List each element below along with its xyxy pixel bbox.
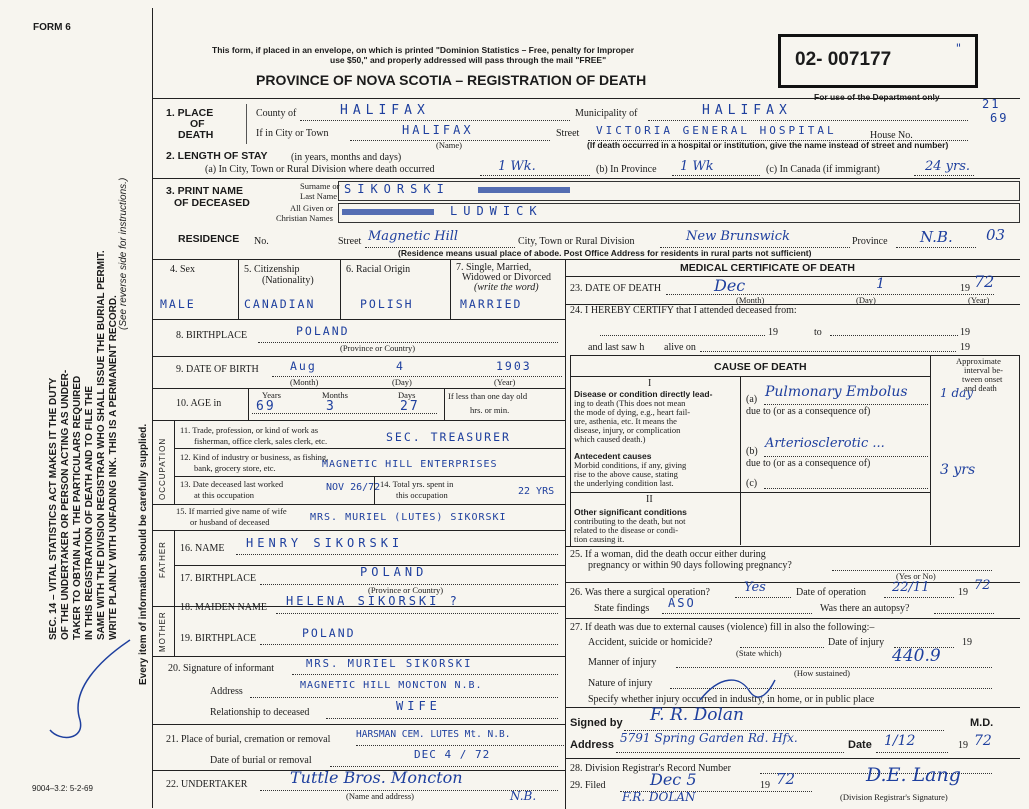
surname-label: Surname or	[300, 181, 340, 191]
rule	[896, 247, 976, 248]
last-saw-19: 19	[960, 342, 970, 353]
rule	[648, 120, 968, 121]
hospital-note: (If death occurred in a hospital or institution, give the name instead of street and number)	[587, 140, 949, 150]
other-sig-1: contributing to the death, but not	[574, 516, 686, 526]
rule	[374, 476, 375, 504]
sig-19: 19	[958, 740, 968, 751]
rule	[246, 104, 247, 144]
interval-2: interval be-	[964, 365, 1003, 375]
racial-origin-value[interactable]: POLISH	[360, 297, 414, 311]
city-town-label: If in City or Town	[256, 128, 329, 139]
op-year-value[interactable]: 72	[974, 578, 991, 593]
undertaker-value-2[interactable]: N.B.	[510, 789, 537, 803]
disease-1: Disease or condition directly lead-	[574, 389, 713, 399]
stay-a-label: (a) In City, Town or Rural Division where death occurred	[205, 164, 435, 175]
filed-name[interactable]: F.R. DOLAN	[622, 790, 696, 804]
medical-cert-title: MEDICAL CERTIFICATE OF DEATH	[680, 262, 855, 274]
place-of-death-1: 1. PLACE	[166, 107, 214, 119]
sex-value[interactable]: MALE	[160, 297, 196, 311]
signed-by-label: Signed by	[570, 717, 623, 729]
reg-record-label: 28. Division Registrar's Record Number	[570, 763, 731, 774]
side-text-line-5: SAME WITH THE DIVISION REGISTRAR WHO SHALL ISSUE THE BURIAL PERMIT.	[96, 250, 107, 640]
printer-code: 9004–3.2: 5-2-69	[32, 784, 93, 793]
racial-origin-label: 6. Racial Origin	[346, 264, 411, 275]
hrs-min-label: hrs. or min.	[470, 405, 510, 415]
certify-to: to	[814, 327, 822, 338]
informant-label: 20. Signature of informant	[168, 663, 275, 674]
burial-label: 21. Place of burial, cremation or removal	[166, 734, 331, 745]
rule	[250, 697, 558, 698]
days-label: Days	[398, 390, 416, 400]
rule	[914, 175, 974, 176]
registration-number: 02- 007177	[795, 49, 892, 70]
rule	[565, 618, 1020, 619]
side-text-line-4: IN THIS REGISTRATION OF DEATH AND TO FILE THE	[84, 385, 95, 640]
marital-label-1: 7. Single, Married,	[456, 262, 532, 273]
op-date-value[interactable]: 22/11	[892, 580, 930, 595]
filed-19: 19	[760, 780, 770, 791]
rule	[356, 745, 564, 746]
doc-address-label: Address	[570, 739, 615, 751]
rule	[326, 718, 558, 719]
citizenship-value[interactable]: CANADIAN	[244, 297, 316, 311]
age-months[interactable]: 3	[326, 399, 336, 414]
rule	[570, 376, 930, 377]
filed-year[interactable]: 72	[776, 770, 796, 788]
res-province-label: Province	[852, 236, 888, 247]
marital-label-2: Widowed or Divorced	[462, 272, 552, 283]
all-given-label: All Given or	[290, 203, 333, 213]
disease-6: which caused death.)	[574, 434, 646, 444]
sex-label: 4. Sex	[170, 264, 195, 275]
accident-label: Accident, suicide or homicide?	[588, 637, 713, 648]
margin-scribble	[30, 630, 140, 750]
antecedent-title: Antecedent causes	[574, 451, 652, 461]
father-name-value[interactable]: HENRY SIKORSKI	[246, 536, 404, 550]
roman-2: II	[646, 494, 653, 505]
county-label: County of	[256, 108, 297, 119]
res-city-value[interactable]: New Brunswick	[686, 229, 790, 244]
given-value[interactable]: LUDWICK	[450, 204, 543, 218]
rule	[884, 597, 954, 598]
father-name-label: 16. NAME	[180, 543, 225, 554]
rule	[764, 404, 928, 405]
res-code-value[interactable]: 03	[986, 226, 1006, 244]
residence-label: RESIDENCE	[178, 233, 240, 245]
autopsy-label: Was there an autopsy?	[820, 603, 910, 614]
antecedent-1: Morbid conditions, if any, giving	[574, 460, 687, 470]
street-value[interactable]: VICTORIA GENERAL HOSPITAL	[596, 124, 837, 137]
certify-label: 24. I HEREBY CERTIFY that I attended deceased from:	[570, 305, 797, 316]
certify-19a: 19	[768, 327, 778, 338]
occupation-side-label: OCCUPATION	[158, 437, 167, 500]
antecedent-3: the underlying condition last.	[574, 478, 674, 488]
municipality-label: Municipality of	[575, 108, 638, 119]
rule	[565, 259, 566, 809]
side-text-line-2: OF THE UNDERTAKER OR PERSON ACTING AS UNDER-	[60, 369, 71, 640]
rule	[152, 504, 565, 505]
registrar-signature[interactable]: D.E. Lang	[866, 764, 961, 786]
res-province-value[interactable]: N.B.	[920, 228, 953, 246]
cause-c-letter: (c)	[746, 478, 758, 489]
dob-day-label: (Day)	[392, 377, 412, 387]
spouse-value[interactable]: MRS. MURIEL (LUTES) SIKORSKI	[310, 512, 507, 523]
rule	[248, 388, 249, 420]
interval-1: Approximate	[956, 356, 1001, 366]
rule	[300, 120, 570, 121]
dod-19: 19	[960, 283, 970, 294]
rule	[174, 420, 175, 504]
rule	[740, 376, 741, 545]
rule	[152, 724, 565, 725]
marital-label-3: (write the word)	[474, 282, 539, 293]
rule	[830, 335, 958, 336]
age-days[interactable]: 27	[400, 399, 420, 414]
less-day-label: If less than one day old	[448, 391, 528, 401]
last-saw-label: and last saw h	[588, 342, 645, 353]
occ11-label-1: 11. Trade, profession, or kind of work as	[180, 425, 319, 435]
form-label: FORM 6	[33, 22, 71, 33]
surname-value[interactable]: SIKORSKI	[344, 182, 450, 196]
county-value[interactable]: HALIFAX	[340, 103, 430, 118]
sig-year-value[interactable]: 72	[974, 733, 992, 749]
burial-date-label: Date of burial or removal	[210, 755, 312, 766]
yes-no-label: (Yes or No)	[896, 571, 936, 581]
res-no-label: No.	[254, 236, 269, 247]
filed-value[interactable]: Dec 5	[650, 770, 697, 789]
date-injury-19: 19	[962, 637, 972, 648]
side-text-line-1: SEC. 14 – VITAL STATISTICS ACT MAKES IT THE DUTY	[48, 377, 59, 640]
rule	[174, 448, 565, 449]
occ13-value[interactable]: NOV 26/72	[326, 482, 381, 493]
rule	[600, 335, 765, 336]
rule	[152, 420, 565, 421]
spouse-label-2: or husband of deceased	[190, 517, 270, 527]
dept-code-a: 21	[982, 97, 1001, 111]
rule	[764, 488, 928, 489]
disease-2: ing to death (This does not mean	[574, 398, 686, 408]
cause-a-value[interactable]: Pulmonary Embolus	[765, 384, 908, 400]
due-to-1: due to (or as a consequence of)	[746, 406, 871, 417]
rule	[700, 351, 956, 352]
of-deceased-label: OF DECEASED	[174, 197, 250, 209]
rule	[174, 530, 175, 606]
birthplace-value[interactable]: POLAND	[296, 324, 350, 338]
rule	[276, 613, 558, 614]
rule	[152, 656, 565, 657]
dob-year-label: (Year)	[494, 377, 516, 387]
house-no-label: House No.	[870, 130, 913, 141]
doc-address-value[interactable]: 5791 Spring Garden Rd. Hfx.	[620, 731, 798, 745]
woman-label-1: 25. If a woman, did the death occur either during	[570, 549, 766, 560]
res-street-value[interactable]: Magnetic Hill	[368, 229, 459, 244]
margin-scribble	[690, 670, 780, 710]
occ11-label-2: fisherman, office clerk, sales clerk, etc.	[194, 436, 328, 446]
header-line-1: This form, if placed in an envelope, on which is printed "Dominion Statistics – Free, penalty for Improper	[212, 45, 635, 55]
external-label: 27. If death was due to external causes (violence) fill in also the following:–	[570, 622, 875, 633]
alive-on-label: alive on	[664, 342, 696, 353]
informant-value[interactable]: MRS. MURIEL SIKORSKI	[306, 658, 473, 670]
findings-value[interactable]: ASO	[668, 596, 696, 610]
rule	[260, 644, 558, 645]
informant-address-label: Address	[210, 686, 243, 697]
cause-title: CAUSE OF DEATH	[714, 361, 807, 373]
birthplace-label: 8. BIRTHPLACE	[176, 330, 248, 341]
occ13-label-1: 13. Date deceased last worked	[180, 479, 284, 489]
last-name-label: Last Name	[300, 191, 338, 201]
rule	[152, 530, 565, 531]
div-reg-sig-label: (Division Registrar's Signature)	[840, 792, 948, 802]
dept-code-b: 69	[990, 111, 1009, 125]
informant-address-value[interactable]: MAGNETIC HILL MONCTON N.B.	[300, 680, 483, 691]
rule	[252, 413, 437, 414]
residence-note: (Residence means usual place of abode. Post Office Address for residents in rural parts not sufficient)	[398, 248, 812, 258]
side-text-line-3: TAKER TO OBTAIN ALL THE PARTICULARS REQUIRED	[72, 375, 83, 640]
street-label: Street	[556, 128, 580, 139]
mother-bp-label: 19. BIRTHPLACE	[180, 633, 257, 644]
mother-side-label: MOTHER	[158, 611, 167, 652]
rule	[444, 388, 445, 420]
rule	[934, 613, 994, 614]
rule	[735, 597, 791, 598]
res-city-label: City, Town or Rural Division	[518, 236, 635, 247]
dod-year[interactable]: 72	[974, 272, 995, 291]
dod-day[interactable]: 1	[876, 276, 885, 292]
undertaker-name-address: (Name and address)	[346, 791, 414, 801]
strikeout-mark	[478, 187, 570, 193]
cause-b-letter: (b)	[746, 446, 758, 457]
date-op-label: Date of operation	[796, 587, 866, 598]
stay-c-value[interactable]: 24 yrs.	[925, 159, 971, 174]
certify-19b: 19	[960, 327, 970, 338]
undertaker-value[interactable]: Tuttle Bros. Moncton	[290, 768, 463, 787]
rule	[152, 356, 565, 357]
mother-maiden-value[interactable]: HELENA SIKORSKI ?	[286, 594, 460, 608]
occ14-label-1: 14. Total yrs. spent in	[380, 479, 454, 489]
res-street-label: Street	[338, 236, 362, 247]
mother-maiden-label: 18. MAIDEN NAME	[180, 602, 267, 613]
cause-a-interval[interactable]: 1 day	[940, 386, 974, 400]
disease-3: the mode of dying, e.g., heart fail-	[574, 407, 691, 417]
date-injury-label: Date of injury	[828, 637, 885, 648]
dob-month[interactable]: Aug	[290, 359, 317, 373]
side-note: (See reverse side for instructions.)	[118, 177, 129, 330]
rule	[292, 674, 558, 675]
cause-b-interval[interactable]: 3 yrs	[940, 462, 976, 478]
state-which-label: (State which)	[736, 648, 782, 658]
occ12-label-2: bank, grocery store, etc.	[194, 463, 276, 473]
form-title: PROVINCE OF NOVA SCOTIA – REGISTRATION OF DEATH	[256, 72, 647, 88]
how-sustained-label: (How sustained)	[794, 668, 850, 678]
occ12-label-1: 12. Kind of industry or business, as fishing,	[180, 452, 329, 462]
rule	[152, 259, 1020, 260]
disease-5: disease, injury, or complication	[574, 425, 681, 435]
sig-date-label: Date	[848, 739, 872, 751]
stay-a-value[interactable]: 1 Wk.	[498, 159, 536, 174]
burial-place-value[interactable]: HARSMAN CEM. LUTES Mt. N.B.	[356, 729, 511, 740]
occ11-value[interactable]: SEC. TREASURER	[386, 430, 511, 444]
citizenship-label: 5. Citizenship	[244, 264, 300, 275]
rule	[480, 175, 590, 176]
christian-names-label: Christian Names	[276, 213, 333, 223]
rule	[764, 456, 928, 457]
md-label: M.D.	[970, 717, 994, 729]
surgical-value[interactable]: Yes	[744, 580, 766, 595]
prov-country-label-17: (Province or Country)	[368, 585, 444, 595]
municipality-value[interactable]: HALIFAX	[702, 103, 792, 118]
rule	[672, 175, 760, 176]
rule	[330, 766, 558, 767]
occ12-value[interactable]: MAGNETIC HILL ENTERPRISES	[322, 459, 498, 470]
print-name-label: 3. PRINT NAME	[166, 185, 244, 197]
icd-value[interactable]: 440.9	[892, 646, 941, 666]
dob-year[interactable]: 1903	[496, 359, 532, 373]
rule	[152, 388, 565, 389]
months-label: Months	[322, 390, 348, 400]
nationality-label: (Nationality)	[262, 275, 314, 286]
dod-month-label: (Month)	[736, 295, 765, 305]
registration-number-box	[778, 34, 978, 88]
other-sig-2: related to the disease or condi-	[574, 525, 679, 535]
surgical-label: 26. Was there a surgical operation?	[570, 587, 710, 598]
occ14-value[interactable]: 22 YRS	[518, 486, 555, 497]
city-value[interactable]: HALIFAX	[402, 123, 474, 137]
dob-label: 9. DATE OF BIRTH	[176, 364, 259, 375]
nature-label: Nature of injury	[588, 678, 653, 689]
cause-b-value[interactable]: Arteriosclerotic ...	[765, 436, 885, 451]
frame-left-border	[152, 8, 153, 808]
stay-b-label: (b) In Province	[596, 164, 657, 175]
dod-day-label: (Day)	[856, 295, 876, 305]
rule	[174, 476, 565, 477]
name-label: (Name)	[436, 140, 462, 150]
other-sig-title: Other significant conditions	[574, 507, 687, 517]
rule	[236, 554, 558, 555]
sig-date-value[interactable]: 1/12	[884, 733, 916, 749]
rule	[616, 752, 844, 753]
rule	[450, 259, 451, 319]
prov-country-label-8: (Province or Country)	[340, 343, 416, 353]
occ14-label-2: this occupation	[396, 490, 448, 500]
burial-date-value[interactable]: DEC 4 / 72	[414, 748, 491, 761]
years-label: Years	[262, 390, 281, 400]
rule	[565, 707, 1020, 708]
roman-1: I	[648, 378, 652, 389]
rule	[565, 758, 1020, 759]
occ13-label-2: at this occupation	[194, 490, 254, 500]
strikeout-mark	[342, 209, 434, 215]
rule	[565, 582, 1020, 583]
rule	[565, 276, 1020, 277]
place-of-death-2: OF	[190, 118, 205, 130]
age-label: 10. AGE in	[176, 398, 222, 409]
rule	[152, 98, 1020, 99]
rule	[662, 613, 812, 614]
father-bp-label: 17. BIRTHPLACE	[180, 573, 257, 584]
antecedent-2: rise to the above cause, stating	[574, 469, 678, 479]
cause-a-letter: (a)	[746, 394, 758, 405]
rule	[238, 259, 239, 319]
side-text-line-6: WRITE PLAINLY WITH UNFADING INK. THIS IS A PERMANENT RECORD.	[108, 295, 119, 640]
dod-month[interactable]: Dec	[714, 276, 746, 295]
registration-mark: "	[955, 41, 964, 55]
stay-b-value[interactable]: 1 Wk	[680, 159, 714, 174]
length-of-stay-label: 2. LENGTH OF STAY	[166, 150, 268, 162]
dod-year-label: (Year)	[968, 295, 990, 305]
rule	[152, 319, 565, 320]
interval-3: tween onset	[962, 374, 1003, 384]
findings-label: State findings	[594, 603, 650, 614]
manner-label: Manner of injury	[588, 657, 657, 668]
interval-4: and death	[964, 383, 997, 393]
side-every: Every item of information should be carefully supplied.	[138, 423, 149, 685]
rule	[340, 259, 341, 319]
date-op-19: 19	[958, 587, 968, 598]
header-line-2: use $50," and properly addressed will pass through the mail "FREE"	[330, 55, 607, 65]
dob-day[interactable]: 4	[396, 359, 405, 373]
other-sig-3: tion causing it.	[574, 534, 625, 544]
dod-label: 23. DATE OF DEATH	[570, 283, 662, 294]
length-of-stay-hint: (in years, months and days)	[291, 152, 402, 163]
dept-use-label: For use of the Department only	[814, 92, 940, 102]
specify-label: Specify whether injury occurred in industry, in home, or in public place	[588, 694, 875, 705]
due-to-2: due to (or as a consequence of)	[746, 458, 871, 469]
mother-bp-value[interactable]: POLAND	[302, 626, 356, 640]
place-of-death-3: DEATH	[178, 129, 214, 141]
rule	[174, 606, 175, 656]
spouse-label-1: 15. If married give name of wife	[176, 506, 287, 516]
relationship-label: Relationship to deceased	[210, 707, 310, 718]
relationship-value[interactable]: WIFE	[396, 699, 441, 713]
marital-value[interactable]: MARRIED	[460, 297, 523, 311]
rule	[930, 355, 931, 545]
father-side-label: FATHER	[158, 541, 167, 578]
given-boxes	[338, 203, 1020, 223]
woman-label-2: pregnancy or within 90 days following pregnancy?	[588, 560, 792, 571]
father-bp-value[interactable]: POLAND	[360, 565, 428, 579]
rule	[152, 178, 1020, 179]
rule	[570, 492, 930, 493]
stay-c-label: (c) In Canada (if immigrant)	[766, 164, 880, 175]
undertaker-label: 22. UNDERTAKER	[166, 779, 248, 790]
rule	[565, 546, 1020, 547]
signed-by-value[interactable]: F. R. Dolan	[650, 705, 744, 725]
rule	[876, 752, 948, 753]
disease-4: ure, asthenia, etc. It means the	[574, 416, 677, 426]
age-years[interactable]: 69	[256, 399, 276, 414]
filed-label: 29. Filed	[570, 780, 606, 791]
dob-month-label: (Month)	[290, 377, 319, 387]
